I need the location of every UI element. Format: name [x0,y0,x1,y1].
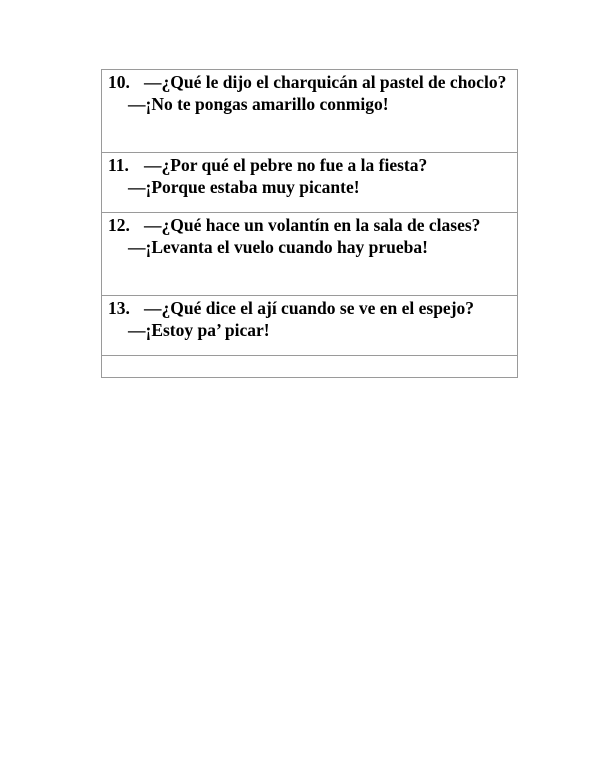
table-row [102,153,518,213]
joke-question: —¿Por qué el pebre no fue a la fiesta? [144,155,428,175]
joke-answer: —¡Estoy pa’ picar! [128,320,270,340]
joke-cell [102,70,518,153]
jokes-table [101,69,518,378]
joke-question-line [108,297,513,319]
joke-cell [102,153,518,213]
joke-question: —¿Qué hace un volantín en la sala de clases? [144,215,481,235]
joke-question-line [108,214,513,236]
joke-question: —¿Qué dice el ají cuando se ve en el espejo? [144,298,475,318]
joke-number: 12. [108,215,130,235]
joke-number: 11. [108,155,129,175]
empty-cell [102,356,518,378]
joke-number: 10. [108,72,130,92]
joke-number: 13. [108,298,130,318]
joke-answer: —¡No te pongas amarillo conmigo! [128,94,389,114]
empty-table-row [102,356,518,378]
joke-question-line [108,71,513,93]
table-row [102,70,518,153]
joke-cell [102,296,518,356]
joke-cell [102,213,518,296]
joke-question-line [108,154,513,176]
table-row [102,296,518,356]
table-row [102,213,518,296]
joke-answer: —¡Porque estaba muy picante! [128,177,360,197]
joke-question: —¿Qué le dijo el charquicán al pastel de choclo? [144,72,507,92]
joke-answer: —¡Levanta el vuelo cuando hay prueba! [128,237,428,257]
